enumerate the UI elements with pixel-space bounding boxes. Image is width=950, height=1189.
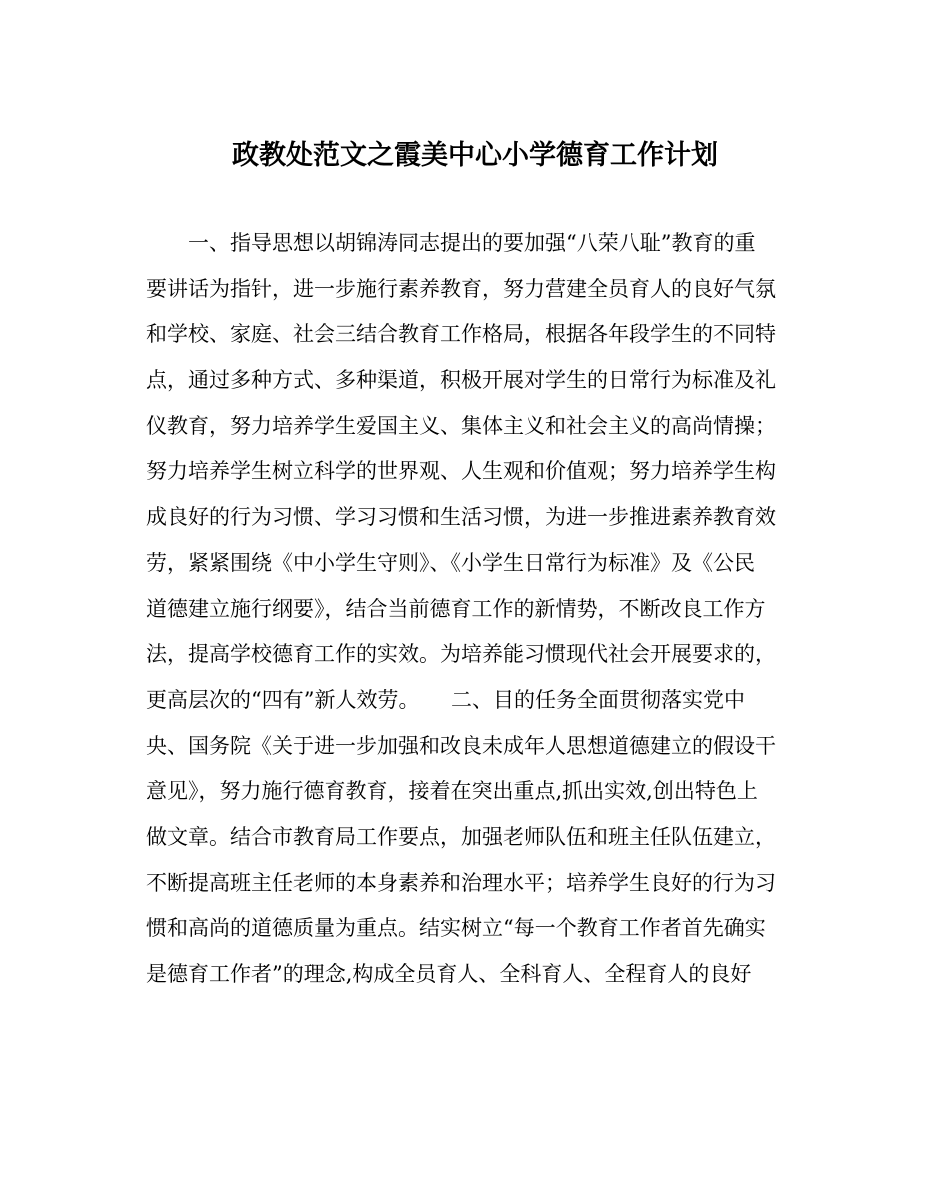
body-line: 点，通过多种方式、多种渠道，积极开展对学生的日常行为标准及礼 (146, 368, 776, 393)
body-line: 和学校、家庭、社会三结合教育工作格局，根据各年段学生的不同特 (146, 322, 776, 347)
body-line: 不断提高班主任老师的本身素养和治理水平；培养学生良好的行为习 (146, 870, 776, 895)
body-line: 一、指导思想以胡锦涛同志提出的要加强“八荣八耻”教育的重 (146, 231, 756, 255)
body-line: 努力培养学生树立科学的世界观、人生观和价值观；努力培养学生构 (146, 459, 776, 484)
body-line: 是德育工作者”的理念,构成全员育人、全科育人、全程育人的良好 (146, 962, 752, 986)
body-line: 劳，紧紧围绕《中小学生守则》、《小学生日常行为标准》及《公民 (146, 550, 755, 575)
document-title: 政教处范文之霞美中心小学德育工作计划 (232, 140, 718, 171)
body-line: 做文章。结合市教育局工作要点，加强老师队伍和班主任队伍建立， (146, 824, 776, 849)
body-line: 意见》，努力施行德育教育，接着在突出重点,抓出实效,创出特色上 (146, 779, 758, 804)
body-line: 成良好的行为习惯、学习习惯和生活习惯，为进一步推进素养教育效 (146, 505, 776, 530)
body-line: 道德建立施行纲要》，结合当前德育工作的新情势，不断改良工作方 (146, 596, 766, 621)
body-line: 更高层次的“四有”新人效劳。 二、目的任务全面贯彻落实党中 (146, 687, 745, 712)
body-line: 仪教育，努力培养学生爱国主义、集体主义和社会主义的高尚情操； (146, 413, 776, 438)
document-body (146, 221, 806, 998)
body-line: 惯和高尚的道德质量为重点。结实树立“每一个教育工作者首先确实 (146, 916, 766, 941)
body-line: 央、国务院《关于进一步加强和改良未成年人思想道德建立的假设干 (146, 733, 776, 758)
body-line: 要讲话为指针，进一步施行素养教育，努力营建全员育人的良好气氛 (146, 276, 776, 301)
body-line: 法，提高学校德育工作的实效。为培养能习惯现代社会开展要求的， (146, 642, 776, 667)
